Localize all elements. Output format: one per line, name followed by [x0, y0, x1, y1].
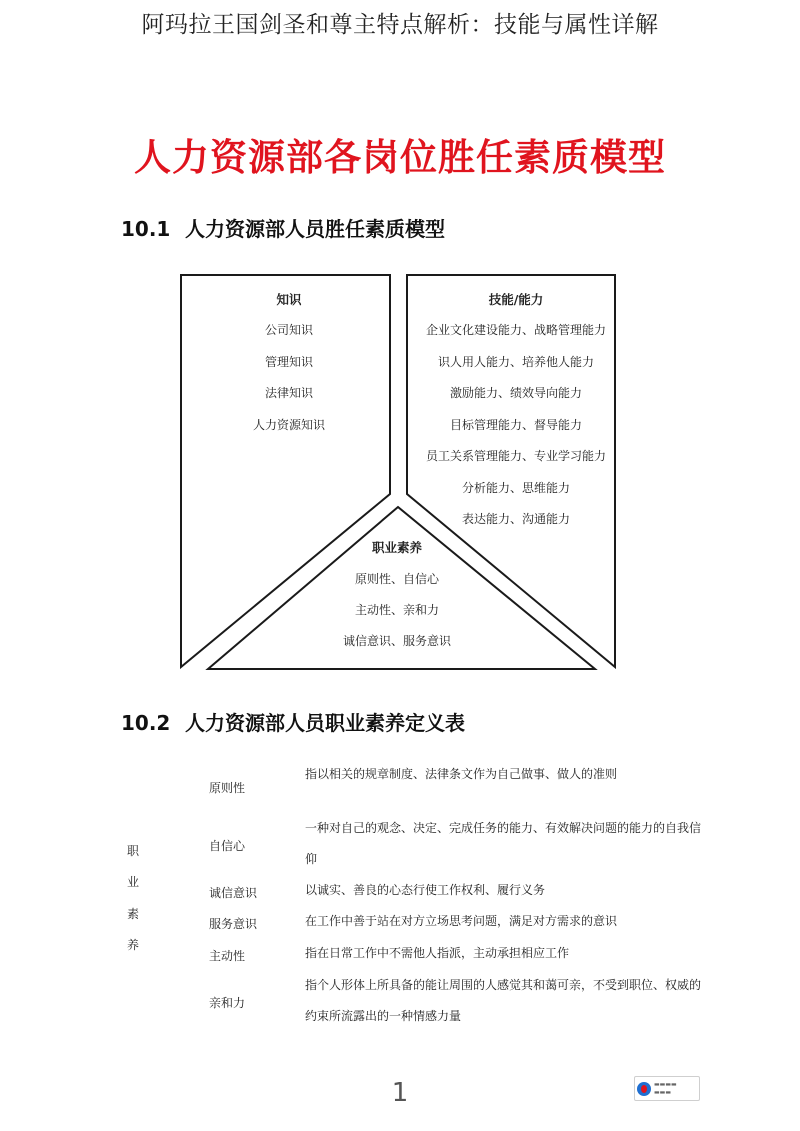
- definition-cell: 指在日常工作中不需他人指派，主动承担相应工作: [305, 946, 570, 960]
- section-title: 人力资源部人员胜任素质模型: [185, 217, 445, 241]
- qualities-item: 诚信意识、服务意识: [342, 634, 452, 648]
- term-cell: 自信心: [209, 839, 246, 853]
- category-char: 养: [127, 938, 140, 952]
- term-cell: 亲和力: [209, 996, 246, 1010]
- definition-cell: 在工作中善于站在对方立场思考问题，满足对方需求的意识: [305, 914, 618, 928]
- term-cell: 服务意识: [209, 917, 258, 931]
- page-title: 阿玛拉王国剑圣和尊主特点解析：技能与属性详解: [141, 12, 659, 38]
- section-number: 10.1: [121, 217, 171, 241]
- skills-item: 表达能力、沟通能力: [461, 512, 571, 526]
- site-watermark-logo: [634, 1076, 700, 1101]
- definition-cell: 指以相关的规章制度、法律条文作为自己做事、做人的准则: [305, 767, 618, 781]
- knowledge-item: 人力资源知识: [252, 418, 326, 432]
- section-number: 10.2: [121, 711, 171, 735]
- knowledge-item: 管理知识: [264, 355, 314, 369]
- qualities-item: 原则性、自信心: [354, 572, 440, 586]
- term-cell: 原则性: [209, 781, 246, 795]
- qualities-title: 职业素养: [371, 540, 423, 555]
- watermark-graphic: ▬▬▬▬ ▬▬▬: [654, 1080, 677, 1096]
- skills-title: 技能/能力: [488, 292, 544, 307]
- category-char: 素: [127, 907, 140, 921]
- document-heading: 人力资源部各岗位胜任素质模型: [134, 136, 666, 179]
- knowledge-title: 知识: [276, 292, 302, 307]
- skills-item: 激励能力、绩效导向能力: [449, 386, 583, 400]
- knowledge-item: 公司知识: [264, 323, 314, 337]
- skills-item: 员工关系管理能力、专业学习能力: [425, 449, 607, 463]
- skills-item: 企业文化建设能力、战略管理能力: [425, 323, 607, 337]
- skills-item: 目标管理能力、督导能力: [449, 418, 583, 432]
- definition-cell: 指个人形体上所具备的能让周围的人感觉其和蔼可亲，不受到职位、权威的约束所流露出的一种情感力量: [305, 978, 702, 1023]
- term-cell: 主动性: [209, 949, 246, 963]
- definition-cell: 以诚实、善良的心态行使工作权利、履行义务: [305, 883, 546, 897]
- skills-item: 分析能力、思维能力: [461, 481, 571, 495]
- qualities-item: 主动性、亲和力: [354, 603, 440, 617]
- category-char: 业: [127, 875, 140, 889]
- knowledge-item: 法律知识: [264, 386, 314, 400]
- page-number: 1: [391, 1078, 409, 1108]
- watermark-icon: [637, 1082, 651, 1096]
- section-title: 人力资源部人员职业素养定义表: [185, 711, 465, 735]
- definition-cell: 一种对自己的观念、决定、完成任务的能力、有效解决问题的能力的自我信仰: [305, 821, 702, 866]
- category-char: 职: [127, 844, 140, 858]
- term-cell: 诚信意识: [209, 886, 258, 900]
- skills-item: 识人用人能力、培养他人能力: [437, 355, 595, 369]
